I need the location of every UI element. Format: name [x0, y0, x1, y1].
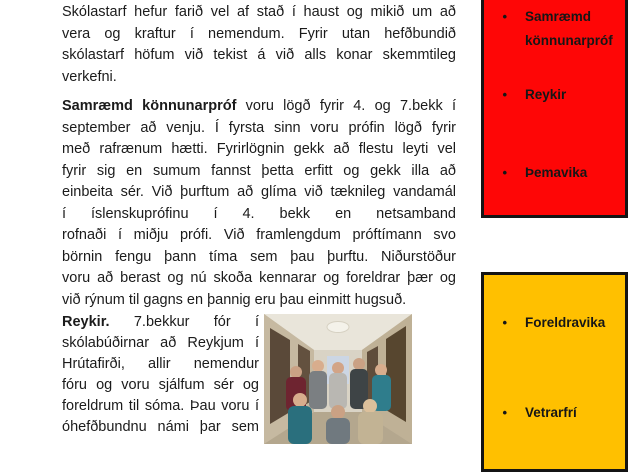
text-line: við rýnum til gagns en þannig eru þau einmitt hugsuð.: [62, 291, 407, 308]
bullet-icon: •: [502, 9, 507, 24]
sidebar-item-label: Samræmd könnunarpróf: [525, 9, 613, 48]
text-line: verkefni.: [62, 68, 117, 85]
sidebar-item-themavika: [484, 161, 625, 185]
paragraph-lead-bold: Reykir.: [62, 314, 110, 330]
sidebar-item-label: Vetrarfrí: [525, 405, 577, 420]
text-line: september að venju. Í fyrsta sinn voru prófin lögð fyrir: [62, 119, 456, 136]
bullet-icon: •: [502, 405, 507, 420]
bullet-icon: •: [502, 315, 507, 330]
sidebar-item-label: Foreldravika: [525, 315, 606, 330]
text-line: skólabúðirnar að Reykjum í: [62, 335, 259, 351]
text-line: fyrir sig en sumum fannst þetta erfitt og gekk illa að: [62, 162, 456, 179]
text-span: voru lögð fyrir 4. og 7.bekk í: [236, 98, 456, 114]
text-line: rofnaði í miðju prófi. Við framlengdum próftímann svo: [62, 227, 456, 243]
text-span: 7.bekkur fór í: [109, 314, 259, 330]
intro-paragraph: [62, 2, 456, 88]
text-line: [62, 96, 456, 118]
sidebar-yellow-topics-box: [481, 272, 628, 472]
samraemd-konnunarprof-paragraph: [62, 96, 456, 311]
text-line: óhefðbundnu námi þar sem: [62, 419, 259, 435]
sidebar-red-topics-box: [481, 0, 628, 218]
sidebar-item-reykir: [484, 83, 625, 107]
text-line: með rafrænum hætti. Fyrirlögnin gekk að flestu leyti vel: [62, 141, 456, 157]
text-line: foreldrum til sóma. Þau voru í: [62, 398, 259, 414]
sidebar-item-label: Þemavika: [525, 165, 588, 180]
bullet-icon: •: [502, 87, 507, 102]
students-hallway-photo: [264, 314, 412, 444]
sidebar-item-samraemd-konnunarprof: [484, 5, 625, 53]
text-line: börnin fengu þann tíma sem þau þurftu. Niðurstöður: [62, 248, 456, 265]
text-line: í íslenskuprófinu í 4. bekk en netsamband: [62, 205, 456, 222]
sidebar-item-vetrarfri: [484, 401, 625, 425]
bullet-icon: •: [502, 165, 507, 180]
hallway-photo-graphic: [264, 314, 412, 444]
text-line: skólastarf höfum við tekist á við alls konar skemmtileg: [62, 47, 456, 63]
text-line: fóru og voru sjálfum sér og: [62, 377, 259, 393]
sidebar-item-label: Reykir: [525, 87, 567, 102]
reykir-paragraph: [62, 312, 259, 438]
text-line: Hrútafirði, allir nemendur: [62, 356, 259, 372]
text-line: einbeita sér. Við þurftum að glíma við tæknileg vandamál: [62, 184, 456, 200]
text-line: voru að berast og nú skoða kennarar og foreldrar þær og: [62, 270, 456, 286]
paragraph-lead-bold: Samræmd könnunarpróf: [62, 98, 237, 114]
text-line: Skólastarf hefur farið vel af stað í haust og mikið um að: [62, 4, 456, 20]
text-line: [62, 312, 259, 333]
text-line: vera og kraftur í nemendum. Fyrir utan hefðbundið: [62, 25, 456, 42]
sidebar-item-foreldravika: [484, 311, 625, 335]
